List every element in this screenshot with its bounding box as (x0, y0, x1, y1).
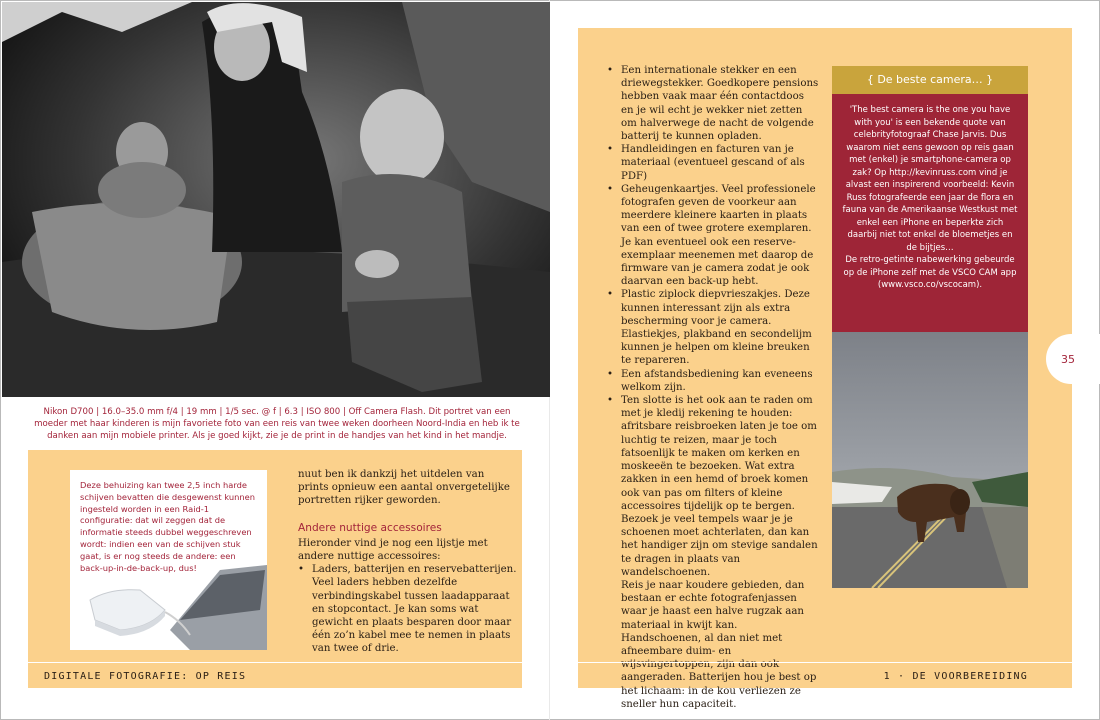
drive-enclosure-art (70, 470, 267, 650)
left-running-footer: DIGITALE FOTOGRAFIE: OP REIS (44, 671, 247, 682)
list-item: • Geheugenkaartjes. Veel professionele fotografen geven de voorkeur aan meerdere kleinere kaarten in plaats van een of twee grotere exemplaren. Je kan eventueel ook een reserve-exemplaar meenemen met daarop de firmware van je camera zodat je ook daarvan een back-up hebt. (607, 183, 819, 289)
bullet-icon: • (298, 564, 305, 576)
sidebar-box (832, 94, 1028, 332)
intro-paragraph: nuut ben ik dankzij het uitdelen van prints opnieuw een aantal onvergetelijke portretten rijker geworden. (298, 469, 510, 507)
right-running-footer: 1 · DE VOORBEREIDING (883, 671, 1028, 682)
list-item: • Handleidingen en facturen van je materiaal (eventueel gescand of als PDF) (607, 143, 819, 183)
bison-photo (832, 332, 1028, 588)
list-item: • Ten slotte is het ook aan te raden om met je kledij rekening te houden: afritsbare reisbroeken laten je toe om luchtig te reizen, maar je toch fatsoenlijk te maken om kerken en moskeeën te bezoeken. Wat extra zakken in een hemd of broek komen ook van pas om filters of kleine accessoires tijdelijk op te bergen. Bezoek je veel tempels waar je je schoenen moet achterlaten, dan kan het handiger zijn om stevige sandalen te dragen in plaats van wandelschoenen. (607, 394, 819, 579)
continuation-paragraph: Reis je naar koudere gebieden, dan bestaan er echte fotografenjassen waar je haast een halve rugzak aan materiaal in kwijt kan. Handschoenen, al dan niet met afneembare duim- en wijsvingertoppen, zijn dan ook aangeraden. Batterijen hou je best op het lichaam: in de kou verliezen ze sneller hun capaciteit. (621, 579, 817, 710)
accessory-list (607, 64, 819, 579)
inset-caption: Deze behuizing kan twee 2,5 inch harde schijven bevatten die desgewenst kunnen ingesteld worden in een Raid-1 configuratie: dat wil zeggen dat de informatie steeds dubbel weggeschreven wordt: indien een van de schijven stuk gaat, is er nog steeds de andere: een back-up-in-de-back-up, dus! (80, 480, 255, 573)
list-item (298, 563, 518, 655)
drive-enclosure-figure (70, 470, 267, 650)
bullet-text: Laders, batterijen en reservebatterijen. Veel laders hebben dezelfde verbindingskabel tussen laadapparaat en stopcontact. Je kan soms wat gewicht en plaats besparen door maar één zo’n kabel mee te nemen in plaats van twee of drie. (312, 564, 517, 655)
page-number: 35 (1061, 353, 1075, 366)
bison-photo-art (832, 332, 1028, 588)
list-item: • Plastic ziplock diepvrieszakjes. Deze kunnen interessant zijn als extra bescherming voor je camera. Elastiekjes, plakband en secondelijm kunnen je helpen om kleine breuken te repareren. (607, 288, 819, 367)
sidebar-text: 'The best camera is the one you have with you' is een bekende quote van celebrityfotograaf Chase Jarvis. Dus waarom niet eens gewoon op reis gaan met (enkel) je smartphone-camera op zak? Op http://kevinruss.com vind je alvast een inspirerend voorbeeld: Kevin Russ fotografeerde een jaar de flora en fauna van de Amerikaanse Westkust met enkel een iPhone en beperkte zich daarbij niet tot enkel de bloemetjes en de bijtjes… (842, 105, 1018, 253)
sidebar-text-2: De retro-getinte nabewerking gebeurde op de iPhone zelf met de VSCO CAM app (www.vsco.co/vscocam). (843, 255, 1017, 290)
photo-caption: Nikon D700 | 16.0–35.0 mm f/4 | 19 mm | 1/5 sec. @ f | 6.3 | ISO 800 | Off Camera Flash. Dit portret van een moeder met haar kinderen is mijn favoriete foto van een reis van twee weken doorheen Noord-India en heb ik te danken aan mijn mobiele printer. Als je goed kijkt, zie je de print in de handjes van het kind in het mandje. (34, 407, 520, 442)
sidebar-title: { De beste camera… } (832, 66, 1028, 94)
section-subheading: Andere nuttige accessoires (298, 521, 442, 534)
portrait-photo-art (2, 2, 550, 397)
portrait-photo (2, 2, 550, 397)
list-item: • Een internationale stekker en een driewegstekker. Goedkopere pensions hebben vaak maar één contactdoos en je wil echt je wekker niet zetten om halverwege de nacht de volgende batterij te kunnen opladen. (607, 64, 819, 143)
right-footer (578, 662, 1072, 689)
list-intro: Hieronder vind je nog een lijstje met andere nuttige accessoires: (298, 537, 488, 563)
list-item: • Een afstandsbediening kan eveneens welkom zijn. (607, 368, 819, 394)
left-body-text (298, 468, 518, 656)
left-footer (28, 662, 522, 689)
right-body-text (607, 64, 819, 711)
